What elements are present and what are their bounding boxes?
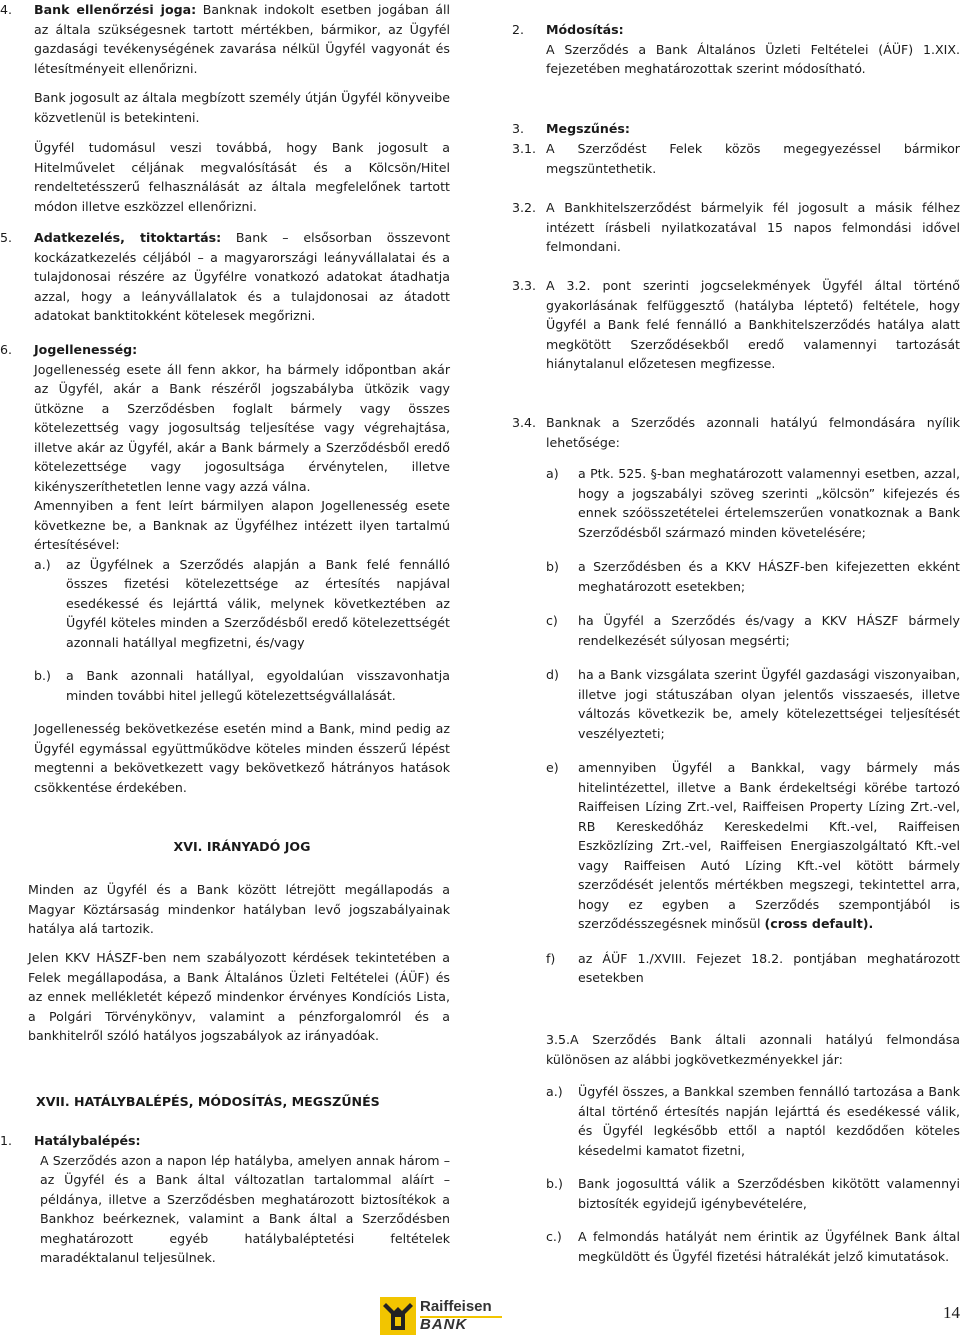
section-title: Hatálybalépés:: [34, 1133, 141, 1148]
list-text-bold: (cross default).: [764, 916, 874, 931]
subsection: [512, 413, 960, 452]
list-text: a Bank azonnali hatállyal, egyoldalúan visszavonhatja minden további hitel jellegű kötelezettségvállalását.: [66, 668, 450, 703]
paragraph: Jogellenesség bekövetkezése esetén mind a Bank, mind pedig az Ügyfél egymással együttműködve köteles minden ésszerű lépést megtenni a bekövetkezett vagy bekövetkező hátrányos hatások csökkentése érdekében.: [34, 721, 450, 795]
chapter-heading: XVII. HATÁLYBALÉPÉS, MÓDOSÍTÁS, MEGSZŰNÉS: [36, 1094, 380, 1109]
section-text: A Szerződés a Bank Általános Üzleti Feltételei (ÁÜF) 1.XIX. fejezetében meghatározottak szerint módosítható.: [546, 41, 960, 76]
list-text: az ÁÜF 1./XVIII. Fejezet 18.2. pontjában meghatározott esetekben: [578, 950, 960, 985]
list-label: a.): [546, 1084, 563, 1099]
list-text: ha Ügyfél a Szerződés és/vagy a KKV HÁSZF bármely rendelkezését súlyosan megsérti;: [578, 613, 960, 648]
section-title: Módosítás:: [546, 22, 624, 37]
paragraph: Bank jogosult az általa megbízott személy útján Ügyfél könyveibe közvetlenül is betekinteni.: [34, 90, 450, 125]
list-item: [546, 1082, 960, 1160]
subsection-number: 3.3.: [512, 278, 537, 293]
raiffeisen-logo: [380, 1297, 502, 1337]
list-text: Bank jogosulttá válik a Szerződésben kikötött valamennyi biztosíték egyidejű igénybevételére,: [578, 1176, 960, 1211]
list-text: Ügyfél összes, a Bankkal szemben fennálló tartozása a Bank által történő értesítés napján lejárttá és esedékessé válik, és Ügyfél legkésőbb ettől a naptól kezdődően köteles késedelmi kamatot fizetni,: [578, 1084, 960, 1158]
paragraph: Jogellenesség esete áll fenn akkor, ha bármely időpontban akár az Ügyfél, akár a Bank részéről jogszabályba ütközik vagy ütközne a Szerződésben foglalt bármely vagy összes kötelezettség vagy jogosultság teljesítése vagy végrehajtása, illetve akár az Ügyfél, akár a Bank bármely a Szerződésből eredő kötelezettsége vagy jogosultsága érvénytelen, illetve kikényszeríthetetlen lenne vagy azzá válna.: [34, 361, 450, 494]
subsection-number: 3.2.: [512, 200, 537, 215]
section-text: A Szerződés azon a napon lép hatályba, amelyen annak három – az Ügyfél és a Bank által változatlan tartalommal aláírt – példánya, illetve a Szerződésben meghatározott biztosítékok a Bankhoz beérkeznek, valamint a Bank által a Szerződésben meghatározott egyéb hatálybaléptetési feltételek maradéktalanul teljesülnek.: [40, 1152, 450, 1265]
section-text: Bank – elsősorban összevont kockázatkezelés céljából – a magyarországi leányvállalatai és a tulajdonosai részére az Ügyfélre vonatkozó adatokat átadhatja azzal, hogy a leányvállalatok és a tulajdonosai az átadott adatokat banktitokként kötelesek megőrizni.: [34, 230, 451, 323]
section-title: Bank ellenőrzési joga:: [34, 2, 197, 17]
logo-line-1: Raiffeisen: [420, 1298, 492, 1315]
subsection-number: 3.4.: [512, 415, 537, 430]
list-text: ha a Bank vizsgálata szerint Ügyfél gazdasági viszonyaiban, illetve jogi státuszában olyan jelentős visszaesés, illetve változás következik be, amely kötelezettségei teljesítését veszélyezteti;: [578, 667, 960, 741]
section-2: [512, 20, 960, 79]
list-label: c): [546, 613, 558, 628]
section-title: Jogellenesség:: [34, 342, 138, 357]
paragraph: Jelen KKV HÁSZF-ben nem szabályozott kérdések tekintetében a Felek megállapodása, a Bank Általános Üzleti Feltételei (ÁÜF) és az ennek mellékletét képező mindenkor érvényes Kondíciós Lista, a Polgári Törvénykönyv, valamint a pénzforgalomról és a bankhitelről szóló hatályos jogszabályok az irányadóak.: [28, 950, 450, 1043]
subsection-text: A Szerződést Felek közös megegyezéssel bármikor megszüntethetik.: [546, 141, 960, 176]
list-label: b.): [34, 668, 51, 683]
section-number: 3.: [512, 121, 525, 136]
logo-line-2: BANK: [420, 1316, 468, 1333]
section-6: [0, 340, 450, 797]
section-number: 6.: [0, 342, 13, 357]
subsection: [512, 198, 960, 257]
subsection-text: Banknak a Szerződés azonnali hatályú felmondására nyílik lehetősége:: [546, 415, 960, 450]
list-text: a Ptk. 525. §-ban meghatározott valamennyi esetben, azzal, hogy a jogszabályi szöveg szerinti „kölcsön” kifejezés és ennek szóösszetételei értelemszerűen vonatkoznak a Bank Szerződésből származó minden követelésére;: [578, 466, 960, 540]
section-title: Adatkezelés, titoktartás:: [34, 230, 222, 245]
paragraph: Amennyiben a fent leírt bármilyen alapon Jogellenesség esete következne be, a Banknak az Ügyfélhez intézett ilyen tartalmú értesítésével:: [34, 498, 450, 552]
subsection: [512, 139, 960, 178]
section-1: [0, 1131, 450, 1268]
section-5: [0, 228, 450, 326]
chapter-heading: XVI. IRÁNYADÓ JOG: [173, 839, 311, 854]
section-number: 2.: [512, 22, 525, 37]
paragraph: 3.5.A Szerződés Bank általi azonnali hatályú felmondása különösen az alábbi jogkövetkezményekkel jár:: [546, 1032, 960, 1067]
list-label: d): [546, 667, 559, 682]
list-label: a): [546, 466, 559, 481]
list-label: c.): [546, 1229, 562, 1244]
list-item: [546, 464, 960, 542]
list-item: [546, 758, 960, 934]
list-item: [546, 557, 960, 596]
subsection-text: A Bankhitelszerződést bármelyik fél jogosult a másik félhez intézett írásbeli nyilatkozatával 15 napos felmondási idővel felmondani.: [546, 200, 960, 254]
list-label: b): [546, 559, 559, 574]
termination-list: [546, 464, 960, 988]
list-item: [546, 1227, 960, 1266]
section-3: [512, 119, 960, 139]
section-number: 5.: [0, 230, 13, 245]
paragraph: Ügyfél tudomásul veszi továbbá, hogy Bank jogosult a Hitelművelet céljának megvalósítását és a Kölcsön/Hitel rendeltetésszerű felhasználását az általa megfelelőnek tartott módon illetve eszközzel ellenőrizni.: [34, 140, 450, 214]
consequence-list: [546, 1082, 960, 1266]
section-number: 4.: [0, 2, 13, 17]
raiffeisen-gable-icon: [380, 1297, 416, 1335]
section-number: 1.: [0, 1133, 13, 1148]
subsection: [512, 276, 960, 374]
section-title: Megszűnés:: [546, 121, 630, 136]
subsection-text: A 3.2. pont szerinti jogcselekmények Ügyfél által történő gyakorlásának felfüggesztő (hatályba léptető) feltétele, hogy Ügyfél a Bank felé fennálló a Bankhitelszerződés hatálya alatt megkötött Szerződésekből eredő valamennyi tartozását hiánytalanul előzetesen megfizesse.: [546, 278, 960, 371]
list-item: [546, 1174, 960, 1213]
list-item: [34, 666, 450, 705]
list-label: f): [546, 950, 556, 966]
list-item: [546, 665, 960, 743]
list-label: a.): [34, 556, 51, 572]
subsection-number: 3.1.: [512, 141, 537, 156]
list-item: [546, 949, 960, 988]
list-text: A felmondás hatályát nem érintik az Ügyfélnek Bank által megküldött és Ügyfél fizetési hátralékát jelző kimutatások.: [578, 1229, 960, 1264]
list-text: amennyiben Ügyfél a Bankkal, vagy bármely más hitelintézettel, illetve a Bank érdekeltségi körébe tartozó Raiffeisen Lízing Zrt.-vel, Raiffeisen Property Lízing Zrt.-vel, RB Kereskedőház Kereskedelmi Kft.-vel, Raiffeisen Eszközlízing Zrt.-vel, Raiffeisen Energiaszolgáltató Kft.-vel vagy Raiffeisen Autó Lízing Kft.-vel kötött bármely szerződését jelentős mértékben megszegi, tekintettel arra, hogy ez egyben a Szerződés szempontjából is szerződésszegésnek minősül: [578, 760, 960, 931]
page-number: 14: [943, 1303, 960, 1322]
list-item: [34, 555, 450, 653]
section-4: [0, 0, 450, 78]
section-text: Banknak indokolt esetben jogában áll az általa szükségesnek tartott mértékben, bármikor, az Ügyfél gazdasági tevékenységének zavarása nélkül Ügyfél vagyonát és létesítményeit ellenőrizni.: [34, 2, 450, 76]
list-label: e): [546, 760, 559, 775]
list-text: az Ügyfélnek a Szerződés alapján a Bank felé fennálló összes fizetési kötelezettsége az értesítés napjával esedékessé és lejárttá válik, melynek következtében az Ügyfél köteles minden a Szerződésből eredő kötelezettségét azonnali hatállyal megfizetni, és/vagy: [66, 556, 450, 650]
paragraph: Minden az Ügyfél és a Bank között létrejött megállapodás a Magyar Köztársaság mindenkor hatályban levő jogszabályainak hatálya alá tartozik.: [28, 882, 450, 936]
list-text: a Szerződésben és a KKV HÁSZF-ben kifejezetten ekként meghatározott esetekben;: [578, 559, 960, 594]
list-item: [546, 611, 960, 650]
list-label: b.): [546, 1176, 563, 1191]
